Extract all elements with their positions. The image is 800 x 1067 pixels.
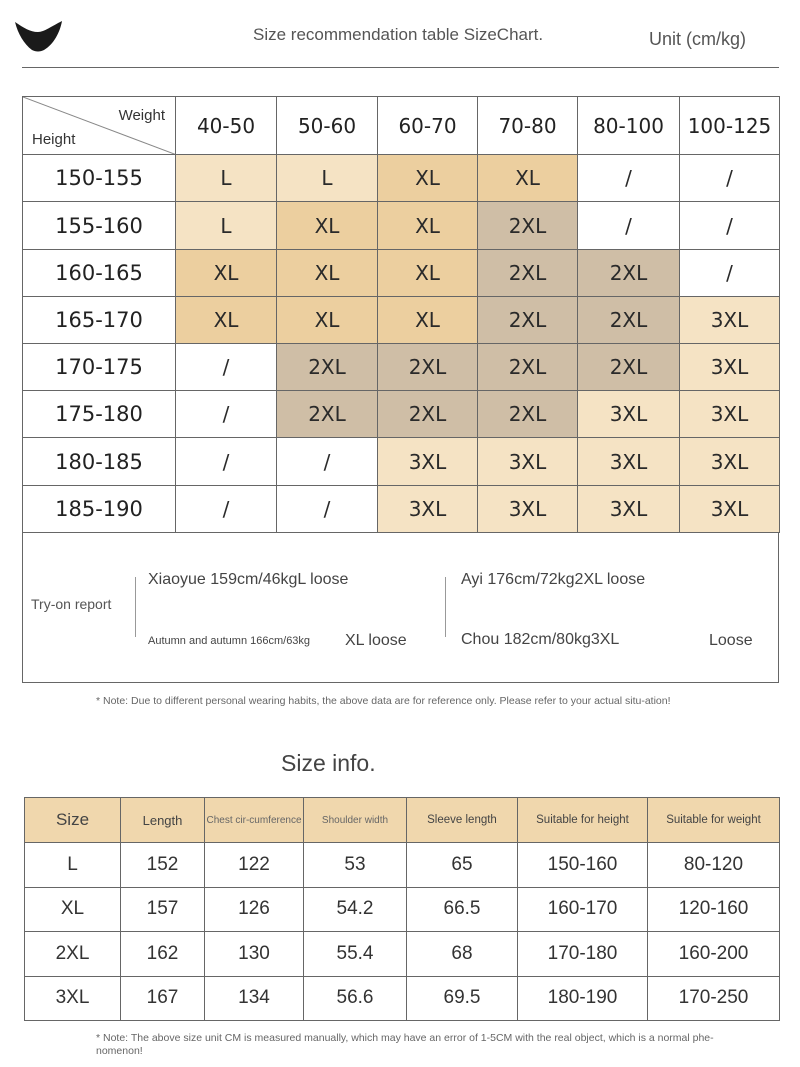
height-row bbox=[23, 155, 780, 202]
size-cell: / bbox=[578, 155, 680, 202]
size-info-header: Suitable for weight bbox=[648, 798, 780, 843]
size-info-header: Chest cir-cumference bbox=[205, 798, 304, 843]
chart-title: Size recommendation table SizeChart. bbox=[253, 25, 544, 44]
size-cell: / bbox=[277, 438, 378, 485]
size-cell: / bbox=[578, 202, 680, 249]
weight-column-header: 70-80 bbox=[478, 97, 578, 155]
size-info-cell: 126 bbox=[205, 887, 304, 932]
height-row bbox=[23, 344, 780, 391]
reference-note: * Note: Due to different personal wearing habits, the above data are for reference only. Please refer to your actual situ-ation! bbox=[96, 695, 671, 707]
size-cell: XL bbox=[176, 296, 277, 343]
size-cell: XL bbox=[378, 202, 478, 249]
size-info-cell: 180-190 bbox=[518, 976, 648, 1021]
size-info-row bbox=[25, 887, 780, 932]
size-cell: 2XL bbox=[478, 296, 578, 343]
size-cell: / bbox=[277, 485, 378, 532]
size-info-cell: 122 bbox=[205, 843, 304, 888]
size-info-cell: 162 bbox=[121, 932, 205, 977]
size-cell: L bbox=[176, 202, 277, 249]
size-info-cell: 2XL bbox=[25, 932, 121, 977]
size-info-cell: 150-160 bbox=[518, 843, 648, 888]
report-divider bbox=[445, 577, 446, 637]
height-row-header: 160-165 bbox=[23, 249, 176, 296]
size-cell: L bbox=[176, 155, 277, 202]
size-cell: / bbox=[176, 485, 277, 532]
size-cell: / bbox=[680, 155, 780, 202]
size-cell: XL bbox=[176, 249, 277, 296]
report-divider bbox=[135, 577, 136, 637]
size-info-header: Sleeve length bbox=[407, 798, 518, 843]
size-recommendation-table bbox=[22, 96, 780, 533]
height-row-header: 185-190 bbox=[23, 485, 176, 532]
brand-logo-icon bbox=[14, 18, 64, 58]
size-cell: 2XL bbox=[478, 249, 578, 296]
corner-cell bbox=[23, 97, 176, 155]
size-info-cell: 170-180 bbox=[518, 932, 648, 977]
size-info-row bbox=[25, 976, 780, 1021]
weight-column-header: 60-70 bbox=[378, 97, 478, 155]
height-row bbox=[23, 202, 780, 249]
size-info-cell: 167 bbox=[121, 976, 205, 1021]
size-info-header: Size bbox=[25, 798, 121, 843]
try-on-report-label: Try-on report bbox=[31, 596, 112, 612]
size-cell: 2XL bbox=[478, 344, 578, 391]
height-row-header: 165-170 bbox=[23, 296, 176, 343]
size-info-cell: 134 bbox=[205, 976, 304, 1021]
size-info-cell: 170-250 bbox=[648, 976, 780, 1021]
size-cell: 3XL bbox=[680, 485, 780, 532]
size-cell: 3XL bbox=[578, 438, 680, 485]
size-cell: XL bbox=[277, 249, 378, 296]
size-info-row bbox=[25, 932, 780, 977]
size-info-cell: 55.4 bbox=[304, 932, 407, 977]
size-info-cell: 80-120 bbox=[648, 843, 780, 888]
weight-column-header: 50-60 bbox=[277, 97, 378, 155]
size-cell: 3XL bbox=[578, 485, 680, 532]
height-axis-label: Height bbox=[32, 131, 76, 149]
size-info-cell: 53 bbox=[304, 843, 407, 888]
size-cell: 2XL bbox=[277, 344, 378, 391]
size-info-cell: 157 bbox=[121, 887, 205, 932]
size-cell: 3XL bbox=[478, 485, 578, 532]
size-info-cell: 69.5 bbox=[407, 976, 518, 1021]
size-cell: 2XL bbox=[578, 249, 680, 296]
height-row-header: 180-185 bbox=[23, 438, 176, 485]
weight-column-header: 80-100 bbox=[578, 97, 680, 155]
size-cell: 2XL bbox=[578, 296, 680, 343]
size-info-header: Length bbox=[121, 798, 205, 843]
height-row bbox=[23, 485, 780, 532]
size-cell: / bbox=[680, 249, 780, 296]
report-entry-fit: Loose bbox=[709, 632, 753, 649]
size-info-cell: 56.6 bbox=[304, 976, 407, 1021]
size-cell: / bbox=[176, 438, 277, 485]
size-cell: XL bbox=[378, 155, 478, 202]
height-row bbox=[23, 296, 780, 343]
size-cell: 2XL bbox=[478, 202, 578, 249]
size-cell: 2XL bbox=[478, 391, 578, 438]
size-info-header: Shoulder width bbox=[304, 798, 407, 843]
height-row bbox=[23, 249, 780, 296]
size-info-title: Size info. bbox=[281, 750, 376, 776]
size-info-cell: 68 bbox=[407, 932, 518, 977]
header-divider bbox=[22, 67, 779, 68]
try-on-report bbox=[22, 532, 779, 683]
size-cell: 2XL bbox=[378, 391, 478, 438]
size-info-cell: 66.5 bbox=[407, 887, 518, 932]
size-cell: 3XL bbox=[680, 438, 780, 485]
size-info-cell: 54.2 bbox=[304, 887, 407, 932]
report-entry: Xiaoyue 159cm/46kgL loose bbox=[148, 571, 349, 588]
size-cell: L bbox=[277, 155, 378, 202]
weight-header-row bbox=[23, 97, 780, 155]
size-cell: 2XL bbox=[578, 344, 680, 391]
size-cell: 3XL bbox=[378, 485, 478, 532]
size-cell: 3XL bbox=[378, 438, 478, 485]
unit-label: Unit (cm/kg) bbox=[649, 29, 747, 49]
size-info-cell: 160-170 bbox=[518, 887, 648, 932]
size-info-cell: 65 bbox=[407, 843, 518, 888]
height-row-header: 155-160 bbox=[23, 202, 176, 249]
size-info-cell: XL bbox=[25, 887, 121, 932]
size-cell: 2XL bbox=[277, 391, 378, 438]
size-cell: 2XL bbox=[378, 344, 478, 391]
report-entry: Autumn and autumn 166cm/63kg bbox=[148, 635, 311, 647]
size-info-cell: 152 bbox=[121, 843, 205, 888]
size-cell: XL bbox=[378, 296, 478, 343]
height-row bbox=[23, 391, 780, 438]
size-info-header: Suitable for height bbox=[518, 798, 648, 843]
size-cell: / bbox=[176, 391, 277, 438]
size-info-cell: 120-160 bbox=[648, 887, 780, 932]
weight-column-header: 40-50 bbox=[176, 97, 277, 155]
height-row-header: 170-175 bbox=[23, 344, 176, 391]
size-cell: XL bbox=[277, 296, 378, 343]
size-cell: 3XL bbox=[680, 391, 780, 438]
size-info-cell: 160-200 bbox=[648, 932, 780, 977]
height-row-header: 150-155 bbox=[23, 155, 176, 202]
size-cell: XL bbox=[378, 249, 478, 296]
size-cell: 3XL bbox=[680, 296, 780, 343]
height-row-header: 175-180 bbox=[23, 391, 176, 438]
size-info-cell: 3XL bbox=[25, 976, 121, 1021]
weight-axis-label: Weight bbox=[118, 107, 165, 124]
size-cell: 3XL bbox=[680, 344, 780, 391]
size-info-cell: 130 bbox=[205, 932, 304, 977]
size-cell: 3XL bbox=[578, 391, 680, 438]
size-cell: / bbox=[176, 344, 277, 391]
size-cell: / bbox=[680, 202, 780, 249]
height-row bbox=[23, 438, 780, 485]
size-cell: XL bbox=[277, 202, 378, 249]
size-info-cell: L bbox=[25, 843, 121, 888]
size-cell: XL bbox=[478, 155, 578, 202]
measurement-note: * Note: The above size unit CM is measured manually, which may have an error of 1-5CM with the real object, which is a normal phe-nomenon! bbox=[96, 1032, 714, 1057]
weight-column-header: 100-125 bbox=[680, 97, 780, 155]
report-entry: Chou 182cm/80kg3XL bbox=[461, 631, 620, 648]
size-info-table bbox=[24, 797, 780, 1021]
size-info-header-row bbox=[25, 798, 780, 843]
size-cell: 3XL bbox=[478, 438, 578, 485]
report-entry-fit: XL loose bbox=[345, 632, 407, 649]
report-entry: Ayi 176cm/72kg2XL loose bbox=[461, 571, 646, 588]
size-info-row bbox=[25, 843, 780, 888]
